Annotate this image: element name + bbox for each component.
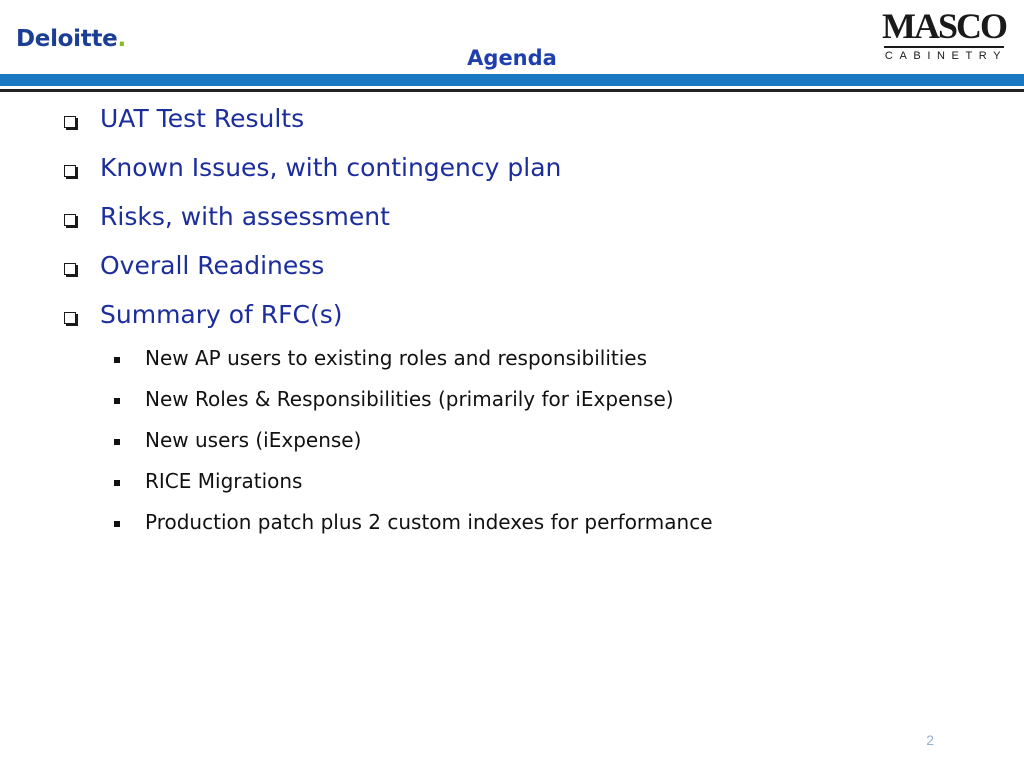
square-bullet-icon: [64, 312, 76, 324]
masco-logo-rule: [884, 46, 1004, 48]
agenda-item: [62, 247, 1002, 296]
square-bullet-icon: [64, 263, 76, 275]
slide-header: [0, 0, 1024, 96]
agenda-item-text: Summary of RFC(s): [100, 300, 343, 329]
rfc-subitem-text: RICE Migrations: [145, 469, 303, 493]
rfc-subitem-text: Production patch plus 2 custom indexes for performance: [145, 510, 713, 534]
slide-title: Agenda: [467, 46, 557, 70]
rfc-subitem-text: New AP users to existing roles and responsibilities: [145, 346, 648, 370]
rfc-subitem-text: New users (iExpense): [145, 428, 362, 452]
page-number: 2: [926, 732, 934, 748]
masco-logo-subword: CABINETRY: [884, 50, 1008, 62]
agenda-item: [62, 296, 1002, 345]
rfc-subitem: [112, 340, 992, 381]
rfc-subitem-text: New Roles & Responsibilities (primarily for iExpense): [145, 387, 674, 411]
agenda-item: [62, 100, 1002, 149]
deloitte-logo-word: Deloitte: [16, 26, 118, 52]
rfc-subitem: [112, 422, 992, 463]
rfc-subitem: [112, 381, 992, 422]
agenda-item: [62, 198, 1002, 247]
small-square-bullet-icon: [114, 357, 120, 363]
small-square-bullet-icon: [114, 398, 120, 404]
agenda-list: [62, 100, 1002, 345]
rfc-subitem: [112, 463, 992, 504]
square-bullet-icon: [64, 165, 76, 177]
small-square-bullet-icon: [114, 480, 120, 486]
small-square-bullet-icon: [114, 439, 120, 445]
square-bullet-icon: [64, 214, 76, 226]
small-square-bullet-icon: [114, 521, 120, 527]
agenda-item-text: Known Issues, with contingency plan: [100, 153, 562, 182]
header-blue-band: [0, 74, 1024, 86]
rfc-subitem: [112, 504, 992, 545]
square-bullet-icon: [64, 116, 76, 128]
deloitte-logo-dot: .: [117, 26, 126, 52]
agenda-item-text: Overall Readiness: [100, 251, 325, 280]
masco-logo-word: MASCO: [882, 6, 1006, 46]
agenda-item-text: UAT Test Results: [100, 104, 305, 133]
agenda-item: [62, 149, 1002, 198]
rfc-sublist: [112, 340, 992, 545]
agenda-item-text: Risks, with assessment: [100, 202, 390, 231]
header-divider: [0, 89, 1024, 92]
masco-cabinetry-logo: [880, 6, 1008, 66]
